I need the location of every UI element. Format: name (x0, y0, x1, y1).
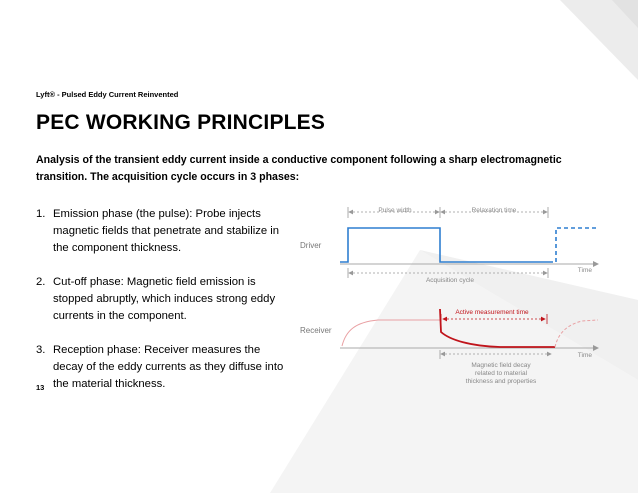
decay-label-line1: Magnetic field decay (471, 362, 531, 369)
list-item-text: Cut-off phase: Magnetic field emission is stopped abruptly, which induces strong eddy currents in the component. (53, 276, 276, 322)
pulse-width-label: Pulse width (378, 207, 412, 214)
active-measurement-label: Active measurement time (455, 309, 529, 316)
decay-annotation (440, 350, 551, 385)
active-measurement-dimension (441, 309, 547, 324)
relaxation-time-dimension (441, 207, 548, 218)
receiver-time-label: Time (577, 352, 592, 359)
list-item-number: 1. (36, 208, 46, 220)
list-item-number: 2. (36, 276, 46, 288)
receiver-next-charge-curve (555, 320, 598, 347)
driver-label: Driver (300, 241, 322, 250)
list-item-text: Emission phase (the pulse): Probe injects magnetic fields that penetrate and stabilize in the component thickness. (53, 208, 280, 254)
driver-pulse-line (340, 228, 553, 262)
list-item-text: Reception phase: Receiver measures the decay of the eddy currents as they diffuse into the material thickness. (53, 344, 284, 390)
subtitle: Analysis of the transient eddy current inside a conductive component following a sharp electromagnetic transition. The acquisition cycle occurs in 3 phases: (36, 154, 562, 183)
decay-label-line3: thickness and properties (465, 378, 537, 385)
list-item-number: 3. (36, 344, 46, 356)
driver-time-label: Time (577, 267, 592, 274)
page-title: PEC WORKING PRINCIPLES (36, 111, 326, 134)
acquisition-cycle-label: Acquisition cycle (425, 277, 475, 284)
receiver-charge-curve (342, 320, 440, 346)
decay-label-line2: related to material (474, 370, 528, 377)
relaxation-time-label: Relaxation time (471, 207, 517, 214)
driver-next-pulse-line (556, 228, 598, 262)
pulse-width-dimension (348, 207, 440, 218)
page-number: 13 (36, 383, 45, 392)
receiver-label: Receiver (300, 326, 332, 335)
brand-header: Lyft® - Pulsed Eddy Current Reinvented (36, 90, 179, 99)
acquisition-cycle-dimension (348, 268, 548, 284)
